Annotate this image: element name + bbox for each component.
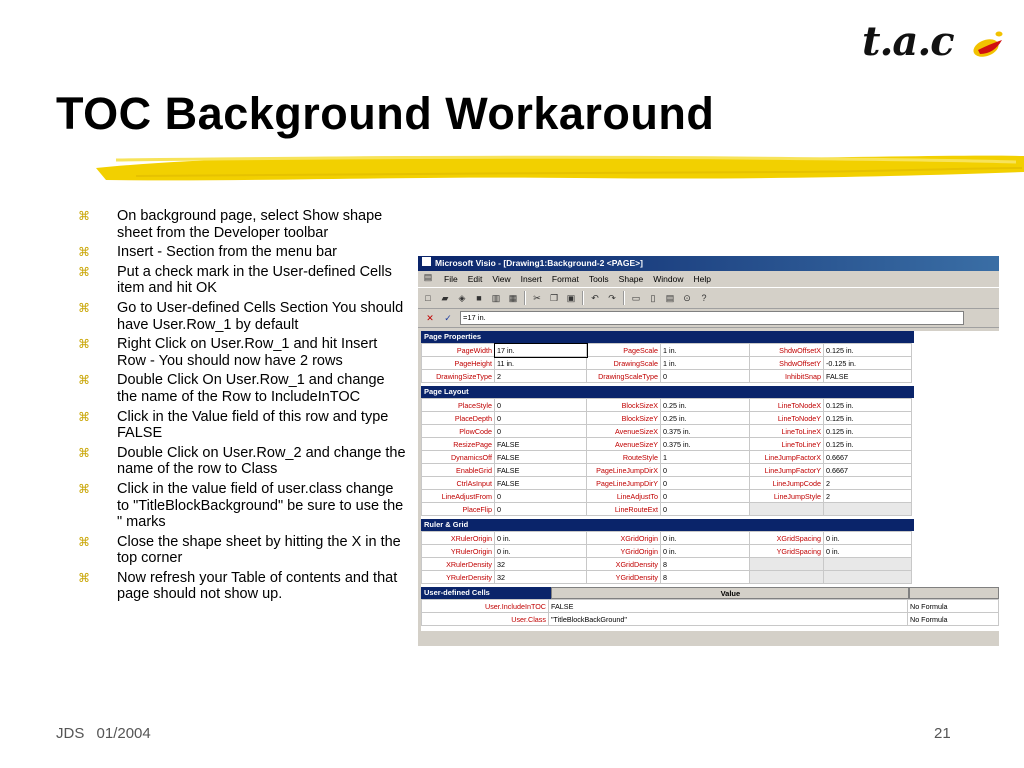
cell-value[interactable]: 0.6667 <box>824 451 912 464</box>
cell-name[interactable]: DynamicsOff <box>422 451 495 464</box>
cell-value[interactable]: 17 in. <box>495 344 587 357</box>
formula-bar <box>418 309 999 328</box>
list-item: ⌘ Go to User-defined Cells Section You should have User.Row_1 by default <box>78 299 404 333</box>
cell-value[interactable]: 1 <box>661 451 750 464</box>
section-header-page-properties[interactable]: Page Properties <box>421 331 914 343</box>
table-row <box>422 344 912 357</box>
paste-icon[interactable]: ▣ <box>566 293 576 303</box>
cell-value[interactable]: 0 in. <box>824 545 912 558</box>
table-row <box>422 558 912 571</box>
cell-name[interactable]: PageHeight <box>422 357 495 370</box>
bullet-icon: ⌘ <box>78 481 90 496</box>
open-icon[interactable]: ▰ <box>441 293 449 303</box>
table-row <box>422 438 912 451</box>
logo-text: t.a.c <box>862 18 954 65</box>
cell-value[interactable]: 0.125 in. <box>824 344 912 357</box>
window-titlebar <box>418 256 999 271</box>
table-row <box>422 545 912 558</box>
cell-name[interactable]: ShdwOffsetX <box>750 344 824 357</box>
cell-value[interactable]: -0.125 in. <box>824 357 912 370</box>
save-icon[interactable]: ■ <box>476 293 482 303</box>
cell-name[interactable]: LineToLineY <box>750 438 824 451</box>
tac-logo <box>862 14 1012 70</box>
cell-name[interactable]: User.IncludeInTOC <box>422 600 549 613</box>
logo-leaf-icon <box>972 20 1006 64</box>
cell-name[interactable]: RouteStyle <box>587 451 661 464</box>
cell-value[interactable]: 0.375 in. <box>661 438 750 451</box>
cell-name[interactable]: PlaceFlip <box>422 503 495 516</box>
cell-name[interactable]: LineJumpStyle <box>750 490 824 503</box>
bullet-icon: ⌘ <box>78 570 90 585</box>
cell-name[interactable]: PlaceStyle <box>422 399 495 412</box>
bullet-icon: ⌘ <box>78 445 90 460</box>
table-row <box>422 357 912 370</box>
footer-author-date: JDS 01/2004 <box>56 725 151 742</box>
bullet-icon: ⌘ <box>78 300 90 315</box>
cell-value[interactable]: 0 <box>495 425 587 438</box>
ruler-grid-table <box>421 531 912 584</box>
table-row <box>422 613 999 626</box>
table-row <box>422 503 912 516</box>
cell-value[interactable]: 0 <box>495 490 587 503</box>
cell-name[interactable]: LineJumpFactorY <box>750 464 824 477</box>
cell-value[interactable]: 2 <box>824 477 912 490</box>
cell-value[interactable]: 32 <box>495 558 587 571</box>
cell-value[interactable]: 1 in. <box>661 344 750 357</box>
document-icon[interactable]: ▤ <box>423 272 433 282</box>
cell-name[interactable]: LineToLineX <box>750 425 824 438</box>
redo-icon[interactable]: ↷ <box>608 293 616 303</box>
shapes-icon[interactable]: ◈ <box>458 293 466 303</box>
cell-value[interactable]: 0 in. <box>495 532 587 545</box>
bullet-icon: ⌘ <box>78 245 90 260</box>
menu-file[interactable]: File <box>444 274 458 284</box>
cell-value[interactable]: 0 <box>661 477 750 490</box>
cell-name[interactable]: CtrlAsInput <box>422 477 495 490</box>
menu-view[interactable]: View <box>492 274 511 284</box>
table-row <box>422 451 912 464</box>
cell-value[interactable]: 0.375 in. <box>661 425 750 438</box>
slide-number: 21 <box>934 725 951 742</box>
cell-name[interactable]: BlockSizeX <box>587 399 661 412</box>
list-item: ⌘ Now refresh your Table of contents and that page should not show up. <box>78 569 398 603</box>
cell-value[interactable]: 0 <box>661 370 750 383</box>
cell-value[interactable]: 0.125 in. <box>824 399 912 412</box>
cell-value[interactable]: FALSE <box>495 438 587 451</box>
menu-insert[interactable]: Insert <box>520 274 542 284</box>
bullet-icon: ⌘ <box>78 264 90 279</box>
cell-name[interactable]: PageScale <box>587 344 661 357</box>
cell-value[interactable]: FALSE <box>495 477 587 490</box>
menu-edit[interactable]: Edit <box>467 274 483 284</box>
empty-cell <box>824 571 912 584</box>
cell-value[interactable]: 0 in. <box>661 532 750 545</box>
menu-tools[interactable]: Tools <box>588 274 609 284</box>
cell-value[interactable]: 8 <box>661 571 750 584</box>
visio-app-icon <box>421 256 432 267</box>
cell-value[interactable]: 0 <box>495 412 587 425</box>
table-row <box>422 477 912 490</box>
bullet-icon: ⌘ <box>78 409 90 424</box>
cell-name[interactable]: ShdwOffsetY <box>750 357 824 370</box>
new-icon[interactable]: □ <box>425 293 431 303</box>
empty-cell <box>750 571 824 584</box>
cell-value[interactable]: 0 <box>661 503 750 516</box>
cell-name[interactable]: LineRouteExt <box>587 503 661 516</box>
standard-toolbar <box>418 288 999 309</box>
list-item: ⌘ Right Click on User.Row_1 and hit Insert Row - You should now have 2 rows <box>78 336 378 369</box>
menu-window[interactable]: Window <box>653 274 684 284</box>
section-header-user-defined[interactable]: User-defined Cells <box>421 587 551 599</box>
bullet-icon: ⌘ <box>78 373 90 388</box>
cell-name[interactable]: YGridOrigin <box>587 545 661 558</box>
layout-icon[interactable]: ▭ <box>631 293 641 303</box>
cell-name[interactable]: DrawingScale <box>587 357 661 370</box>
accept-check-icon[interactable]: ✓ <box>444 313 452 323</box>
cell-value[interactable]: 32 <box>495 571 587 584</box>
cell-name[interactable]: YRulerDensity <box>422 571 495 584</box>
cell-value[interactable]: 1 in. <box>661 357 750 370</box>
cancel-x-icon[interactable]: ✕ <box>426 313 434 323</box>
cell-name[interactable]: LineAdjustTo <box>587 490 661 503</box>
cell-name[interactable]: DrawingSizeType <box>422 370 495 383</box>
cell-value[interactable]: 0.6667 <box>824 464 912 477</box>
table-row <box>422 370 912 383</box>
bullet-icon: ⌘ <box>78 534 90 549</box>
empty-cell <box>824 558 912 571</box>
cell-name[interactable]: LineToNodeX <box>750 399 824 412</box>
toolbar-separator <box>582 291 584 305</box>
list-item: ⌘ On background page, select Show shape sheet from the Developer toolbar <box>78 208 383 241</box>
bullet-icon: ⌘ <box>78 209 90 223</box>
undo-icon[interactable]: ↶ <box>591 293 599 303</box>
formula-input[interactable]: =17 in. <box>460 311 964 325</box>
cell-value[interactable]: 0 in. <box>661 545 750 558</box>
list-item: ⌘ Click in the value field of user.class change to "TitleBlockBackground" be sure to use the " marks <box>78 480 404 531</box>
link-icon[interactable]: ⊙ <box>683 293 691 303</box>
cell-value[interactable]: 0 in. <box>495 545 587 558</box>
cell-value[interactable]: 0.125 in. <box>824 412 912 425</box>
list-item: ⌘ Double Click On User.Row_1 and change the name of the Row to IncludeInTOC <box>78 372 385 405</box>
window-icon[interactable]: ▯ <box>650 293 656 303</box>
cell-name[interactable]: BlockSizeY <box>587 412 661 425</box>
cell-value[interactable]: 0.25 in. <box>661 412 750 425</box>
cell-value[interactable]: 0.125 in. <box>824 425 912 438</box>
table-row <box>422 490 912 503</box>
title-underline-brush <box>96 146 1024 186</box>
window-title: Microsoft Visio - [Drawing1:Background-2 <PAGE>] <box>435 258 643 268</box>
cell-value[interactable]: 0.25 in. <box>661 399 750 412</box>
user-defined-header-row <box>421 587 999 599</box>
copy-icon[interactable]: ❐ <box>549 293 559 303</box>
menu-shape[interactable]: Shape <box>618 274 644 284</box>
cut-icon[interactable]: ✂ <box>533 293 541 303</box>
cell-name[interactable]: DrawingScaleType <box>587 370 661 383</box>
table-row <box>422 532 912 545</box>
cell-name[interactable]: LineToNodeY <box>750 412 824 425</box>
empty-cell <box>750 558 824 571</box>
cell-prompt[interactable]: No Formula <box>908 600 999 613</box>
cell-name[interactable]: PlaceDepth <box>422 412 495 425</box>
list-item: ⌘ Double Click on User.Row_2 and change the name of the row to Class <box>78 444 406 478</box>
table-row <box>422 412 912 425</box>
cell-name[interactable]: XRulerOrigin <box>422 532 495 545</box>
cell-name[interactable]: PageLineJumpDirX <box>587 464 661 477</box>
table-row <box>422 571 912 584</box>
menu-bar <box>418 271 999 288</box>
cell-value[interactable]: 2 <box>495 370 587 383</box>
cell-name[interactable]: LineAdjustFrom <box>422 490 495 503</box>
cell-name[interactable]: YGridDensity <box>587 571 661 584</box>
table-row <box>422 425 912 438</box>
help-icon[interactable]: ? <box>701 293 707 303</box>
section-header-page-layout[interactable]: Page Layout <box>421 386 914 398</box>
cell-value[interactable]: 0 in. <box>824 532 912 545</box>
cell-value[interactable]: FALSE <box>824 370 912 383</box>
cell-name[interactable]: XGridOrigin <box>587 532 661 545</box>
cell-value[interactable]: "TitleBlockBackGround" <box>549 613 908 626</box>
cell-name[interactable]: InhibitSnap <box>750 370 824 383</box>
cell-name[interactable]: AvenueSizeX <box>587 425 661 438</box>
slide-title: TOC Background Workaround <box>56 88 715 139</box>
table-row <box>422 464 912 477</box>
toolbar-separator <box>623 291 625 305</box>
print-preview-icon[interactable]: ▦ <box>508 293 518 303</box>
cell-name[interactable]: LineJumpFactorX <box>750 451 824 464</box>
cell-value[interactable]: 2 <box>824 490 912 503</box>
stencil-icon[interactable]: ▤ <box>665 293 675 303</box>
cell-value[interactable]: FALSE <box>495 451 587 464</box>
menu-format[interactable]: Format <box>551 274 579 284</box>
cell-value[interactable]: 0 <box>661 490 750 503</box>
cell-prompt[interactable]: No Formula <box>908 613 999 626</box>
list-item: ⌘ Put a check mark in the User-defined Cells item and hit OK <box>78 263 392 297</box>
table-row <box>422 600 999 613</box>
empty-cell <box>750 503 824 516</box>
prompt-column-header <box>909 587 999 599</box>
cell-value[interactable]: 0 <box>495 399 587 412</box>
cell-name[interactable]: YGridSpacing <box>750 545 824 558</box>
list-item: ⌘ Insert - Section from the menu bar <box>78 244 338 261</box>
cell-value[interactable]: FALSE <box>549 600 908 613</box>
user-defined-table <box>421 599 999 626</box>
cell-value[interactable]: FALSE <box>495 464 587 477</box>
cell-name[interactable]: EnableGrid <box>422 464 495 477</box>
page-properties-table <box>421 343 912 383</box>
print-icon[interactable]: ▥ <box>491 293 501 303</box>
cell-name[interactable]: YRulerOrigin <box>422 545 495 558</box>
toolbar-separator <box>524 291 526 305</box>
cell-value[interactable]: 0 <box>661 464 750 477</box>
cell-name[interactable]: User.Class <box>422 613 549 626</box>
cell-value[interactable]: 0 <box>495 503 587 516</box>
list-item: ⌘ Close the shape sheet by hitting the X in the top corner <box>78 533 401 567</box>
menu-help[interactable]: Help <box>693 274 711 284</box>
cell-name[interactable]: LineJumpCode <box>750 477 824 490</box>
cell-name[interactable]: XGridSpacing <box>750 532 824 545</box>
page-layout-table <box>421 398 912 516</box>
list-item: ⌘ Click in the Value field of this row and type FALSE <box>78 408 389 442</box>
cell-name[interactable]: PageWidth <box>422 344 495 357</box>
cell-name[interactable]: AvenueSizeY <box>587 438 661 451</box>
cell-value[interactable]: 8 <box>661 558 750 571</box>
visio-window <box>418 256 999 646</box>
shapesheet <box>421 331 999 631</box>
cell-name[interactable]: PlowCode <box>422 425 495 438</box>
table-row <box>422 399 912 412</box>
cell-name[interactable]: XRulerDensity <box>422 558 495 571</box>
empty-cell <box>824 503 912 516</box>
cell-name[interactable]: PageLineJumpDirY <box>587 477 661 490</box>
bullet-icon: ⌘ <box>78 337 90 352</box>
cell-name[interactable]: ResizePage <box>422 438 495 451</box>
section-header-ruler-grid[interactable]: Ruler & Grid <box>421 519 914 531</box>
cell-name[interactable]: XGridDensity <box>587 558 661 571</box>
cell-value[interactable]: 0.125 in. <box>824 438 912 451</box>
value-column-header: Value <box>551 587 909 599</box>
cell-value[interactable]: 11 in. <box>495 357 587 370</box>
instruction-list <box>78 208 408 606</box>
